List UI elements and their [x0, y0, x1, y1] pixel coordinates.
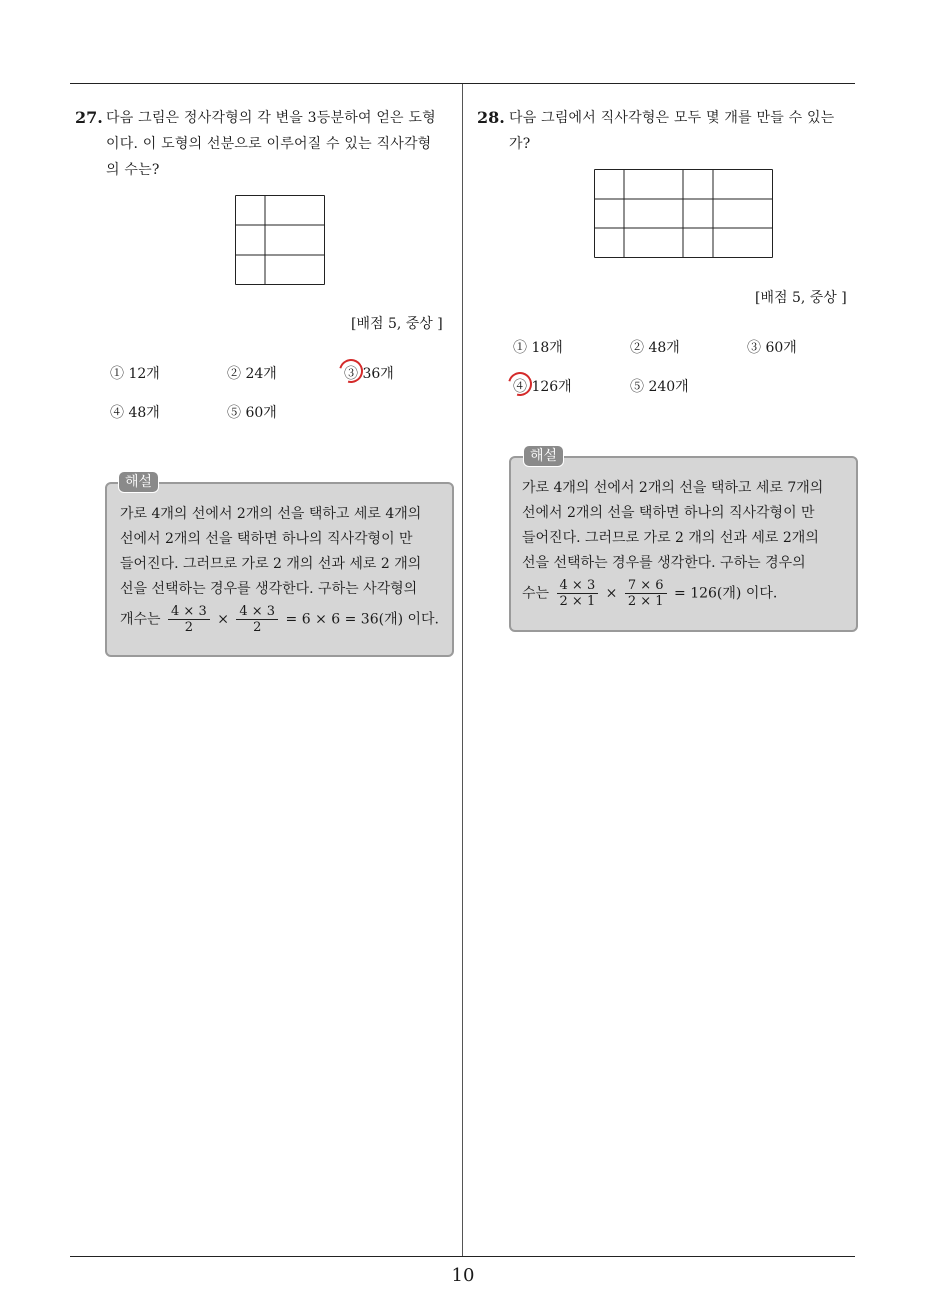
q27-times-sign: × — [217, 611, 229, 628]
q27-solution-line-1: 가로 4개의 선에서 2개의 선을 택하고 세로 4개의 — [120, 506, 422, 522]
q28-solution-line-1: 가로 4개의 선에서 2개의 선을 택하고 세로 7개의 — [522, 480, 824, 496]
q27-choice-4[interactable]: ④ 48개 — [110, 405, 160, 421]
q28-fraction-2 — [625, 578, 667, 609]
q28-solution-line-4: 선을 선택하는 경우를 생각한다. 구하는 경우의 — [522, 555, 806, 571]
q28-fraction-1-numerator: 4 × 3 — [557, 578, 599, 594]
q27-choice-1[interactable]: ① 12개 — [110, 366, 160, 382]
q27-choice-3[interactable]: ③ 36개 — [344, 366, 394, 382]
q28-choice-2[interactable]: ② 48개 — [630, 340, 680, 356]
bottom-rule — [70, 1256, 855, 1257]
q28-choice-5[interactable]: ⑤ 240개 — [630, 379, 689, 395]
q27-solution-tab: 해설 — [118, 471, 159, 493]
question-27-line-2: 이다. 이 도형의 선분으로 이루어질 수 있는 직사각형 — [106, 136, 432, 152]
q28-solution-tab: 해설 — [523, 445, 564, 467]
question-27-text — [106, 105, 436, 183]
question-28-score: [배점 5, 중상 ] — [755, 290, 847, 306]
question-27-line-3: 의 수는? — [106, 162, 160, 178]
q27-fraction-2 — [236, 604, 278, 635]
question-28-text — [509, 105, 834, 157]
column-divider — [462, 84, 463, 1256]
q28-fraction-1 — [557, 578, 599, 609]
question-28-figure — [594, 169, 774, 259]
q27-fraction-1-numerator: 4 × 3 — [168, 604, 210, 620]
q28-solution-line-2: 선에서 2개의 선을 택하면 하나의 직사각형이 만 — [522, 505, 815, 521]
question-28-number: 28. — [477, 108, 505, 127]
q28-fraction-2-denominator: 2 × 1 — [627, 594, 664, 609]
q28-solution-text — [522, 476, 823, 609]
question-27-line-1: 다음 그림은 정사각형의 각 변을 3등분하여 얻은 도형 — [106, 110, 436, 126]
q28-fraction-1-denominator: 2 × 1 — [559, 594, 596, 609]
q28-solution-suffix: = 126(개) 이다. — [674, 585, 778, 602]
question-28-line-1: 다음 그림에서 직사각형은 모두 몇 개를 만들 수 있는 — [509, 110, 835, 126]
q28-solution-line-3: 들어진다. 그러므로 가로 2 개의 선과 세로 2개의 — [522, 530, 819, 546]
q27-solution-line-4: 선을 선택하는 경우를 생각한다. 구하는 사각형의 — [120, 581, 418, 597]
q28-solution-line-5 — [522, 578, 823, 609]
q27-fraction-2-numerator: 4 × 3 — [236, 604, 278, 620]
page-number: 10 — [451, 1265, 475, 1286]
q27-solution-line-5 — [120, 604, 439, 635]
q28-choice-3[interactable]: ③ 60개 — [747, 340, 797, 356]
question-27-figure — [235, 195, 326, 286]
q27-solution-line-2: 선에서 2개의 선을 택하면 하나의 직사각형이 만 — [120, 531, 413, 547]
q27-solution-suffix: = 6 × 6 = 36(개) 이다. — [285, 611, 439, 628]
q27-solution-text — [120, 502, 439, 635]
q28-solution-prefix: 수는 — [522, 585, 550, 602]
q27-fraction-1-denominator: 2 — [184, 620, 194, 635]
q28-fraction-2-numerator: 7 × 6 — [625, 578, 667, 594]
question-27-number: 27. — [75, 108, 103, 127]
q28-choice-4[interactable]: ④ 126개 — [513, 379, 572, 395]
question-28-line-2: 가? — [509, 136, 531, 152]
q27-fraction-2-denominator: 2 — [253, 620, 262, 635]
q28-choice-1[interactable]: ① 18개 — [513, 340, 563, 356]
q27-solution-line-3: 들어진다. 그러므로 가로 2 개의 선과 세로 2 개의 — [120, 556, 422, 572]
q27-choice-2[interactable]: ② 24개 — [227, 366, 277, 382]
question-27-score: [배점 5, 중상 ] — [351, 316, 443, 332]
q27-fraction-1 — [168, 604, 210, 635]
q28-times-sign: × — [605, 585, 618, 602]
q27-choice-5[interactable]: ⑤ 60개 — [227, 405, 277, 421]
q27-solution-prefix: 개수는 — [120, 611, 161, 628]
